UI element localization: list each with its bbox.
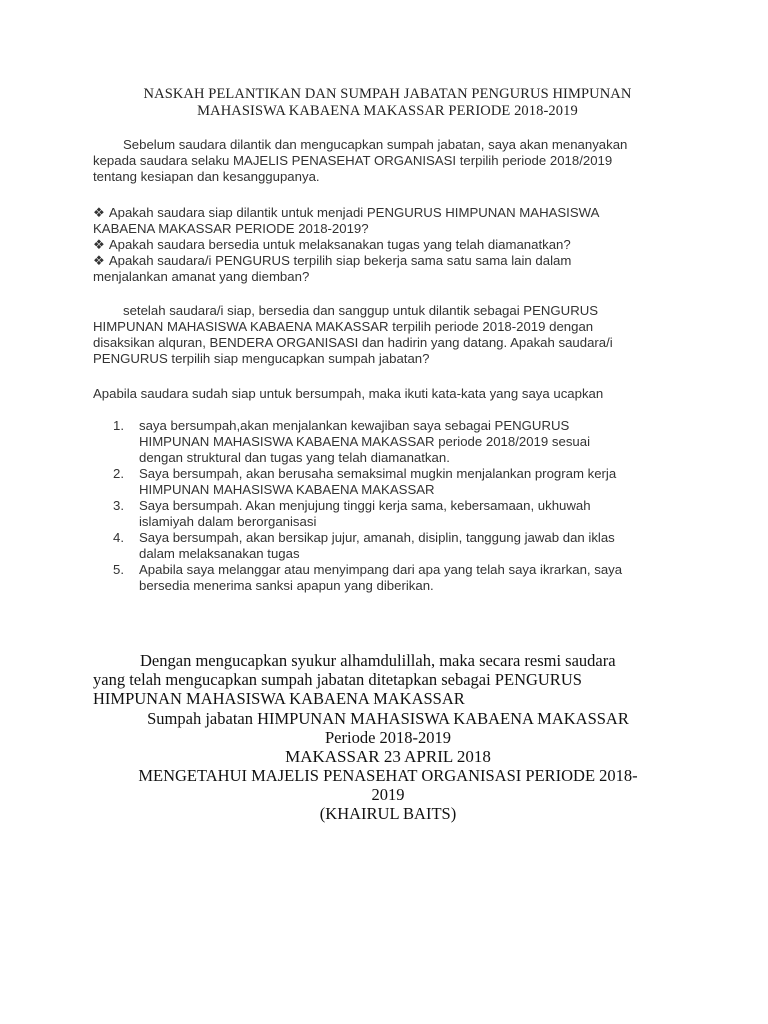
list-item-line: Saya bersumpah, akan berusaha semaksimal mugkin menjalankan program kerja <box>139 466 617 481</box>
document-title <box>95 86 680 120</box>
list-item-line: islamiyah dalam berorganisasi <box>139 514 317 529</box>
list-item-line: Saya bersumpah, akan bersikap jujur, amanah, disiplin, tanggung jawab dan iklas <box>139 530 615 545</box>
bullet-2-line-1: Apakah saudara bersedia untuk melaksanakan tugas yang telah diamanatkan? <box>108 237 571 252</box>
bullet-1-line-1: Apakah saudara siap dilantik untuk menjadi PENGURUS HIMPUNAN MAHASISWA <box>108 205 600 220</box>
list-item <box>113 562 673 594</box>
signatory-name: (KHAIRUL BAITS) <box>319 804 457 823</box>
closing-line-2: yang telah mengucapkan sumpah jabatan ditetapkan sebagai PENGURUS <box>93 670 582 689</box>
footer-line-1: Sumpah jabatan HIMPUNAN MAHASISWA KABAENA MAKASSAR <box>147 709 629 728</box>
list-item <box>113 466 673 498</box>
footer-line-5: 2019 <box>371 785 405 804</box>
intro-paragraph <box>93 137 693 185</box>
list-item-line: Saya bersumpah. Akan menjujung tinggi kerja sama, kebersamaan, ukhuwah <box>139 498 591 513</box>
bullet-3-line-1: Apakah saudara/i PENGURUS terpilih siap bekerja sama satu sama lain dalam <box>108 253 572 268</box>
bullet-item <box>93 237 693 253</box>
second-paragraph <box>93 303 693 367</box>
intro-line-3: tentang kesiapan dan kesanggupanya. <box>93 169 320 184</box>
list-number: 1. <box>113 418 124 433</box>
title-line-2: MAHASISWA KABAENA MAKASSAR PERIODE 2018-2019 <box>197 103 578 119</box>
oath-list <box>113 418 673 594</box>
para3-line-1: Apabila saudara sudah siap untuk bersumpah, maka ikuti kata-kata yang saya ucapkan <box>93 386 604 401</box>
list-item-line: Apabila saya melanggar atau menyimpang dari apa yang telah saya ikrarkan, saya <box>139 562 623 577</box>
closing-statement <box>93 651 683 708</box>
para2-line-4: PENGURUS terpilih siap mengucapkan sumpah jabatan? <box>93 351 430 366</box>
bullet-item <box>93 205 693 221</box>
para2-line-3: disaksikan alquran, BENDERA ORGANISASI dan hadirin yang datang. Apakah saudara/i <box>93 335 613 350</box>
diamond-bullet-icon: ❖ <box>93 205 105 220</box>
bullet-item <box>93 253 693 269</box>
list-item-line: dengan struktural dan tugas yang telah diamanatkan. <box>139 450 450 465</box>
signature-block <box>93 709 683 823</box>
intro-line-2: kepada saudara selaku MAJELIS PENASEHAT ORGANISASI terpilih periode 2018/2019 <box>93 153 613 168</box>
footer-line-3: MAKASSAR 23 APRIL 2018 <box>285 747 491 766</box>
list-item-line: HIMPUNAN MAHASISWA KABAENA MAKASSAR periode 2018/2019 sesuai <box>139 434 591 449</box>
para2-line-1: setelah saudara/i siap, bersedia dan sanggup untuk dilantik sebagai PENGURUS <box>123 303 599 318</box>
list-item-line: HIMPUNAN MAHASISWA KABAENA MAKASSAR <box>139 482 435 497</box>
bullet-1-line-2: KABAENA MAKASSAR PERIODE 2018-2019? <box>93 221 369 236</box>
closing-line-1: Dengan mengucapkan syukur alhamdulillah, maka secara resmi saudara <box>140 651 616 670</box>
diamond-bullet-icon: ❖ <box>93 237 105 252</box>
list-number: 2. <box>113 466 124 481</box>
diamond-bullet-icon: ❖ <box>93 253 105 268</box>
intro-line-1: Sebelum saudara dilantik dan mengucapkan sumpah jabatan, saya akan menanyakan <box>123 137 628 152</box>
closing-line-3: HIMPUNAN MAHASISWA KABAENA MAKASSAR <box>93 689 465 708</box>
list-item <box>113 418 673 466</box>
title-line-1: NASKAH PELANTIKAN DAN SUMPAH JABATAN PENGURUS HIMPUNAN <box>143 86 632 102</box>
footer-line-4: MENGETAHUI MAJELIS PENASEHAT ORGANISASI PERIODE 2018- <box>138 766 638 785</box>
list-item <box>113 530 673 562</box>
list-number: 3. <box>113 498 124 513</box>
list-item-line: saya bersumpah,akan menjalankan kewajiban saya sebagai PENGURUS <box>139 418 570 433</box>
question-bullets <box>93 205 693 285</box>
list-item <box>113 498 673 530</box>
list-number: 4. <box>113 530 124 545</box>
bullet-3-line-2: menjalankan amanat yang diemban? <box>93 269 310 284</box>
list-item-line: bersedia menerima sanksi apapun yang diberikan. <box>139 578 434 593</box>
third-paragraph <box>93 386 693 402</box>
footer-line-2: Periode 2018-2019 <box>324 728 452 747</box>
para2-line-2: HIMPUNAN MAHASISWA KABAENA MAKASSAR terpilih periode 2018-2019 dengan <box>93 319 594 334</box>
list-number: 5. <box>113 562 124 577</box>
list-item-line: dalam melaksanakan tugas <box>139 546 300 561</box>
